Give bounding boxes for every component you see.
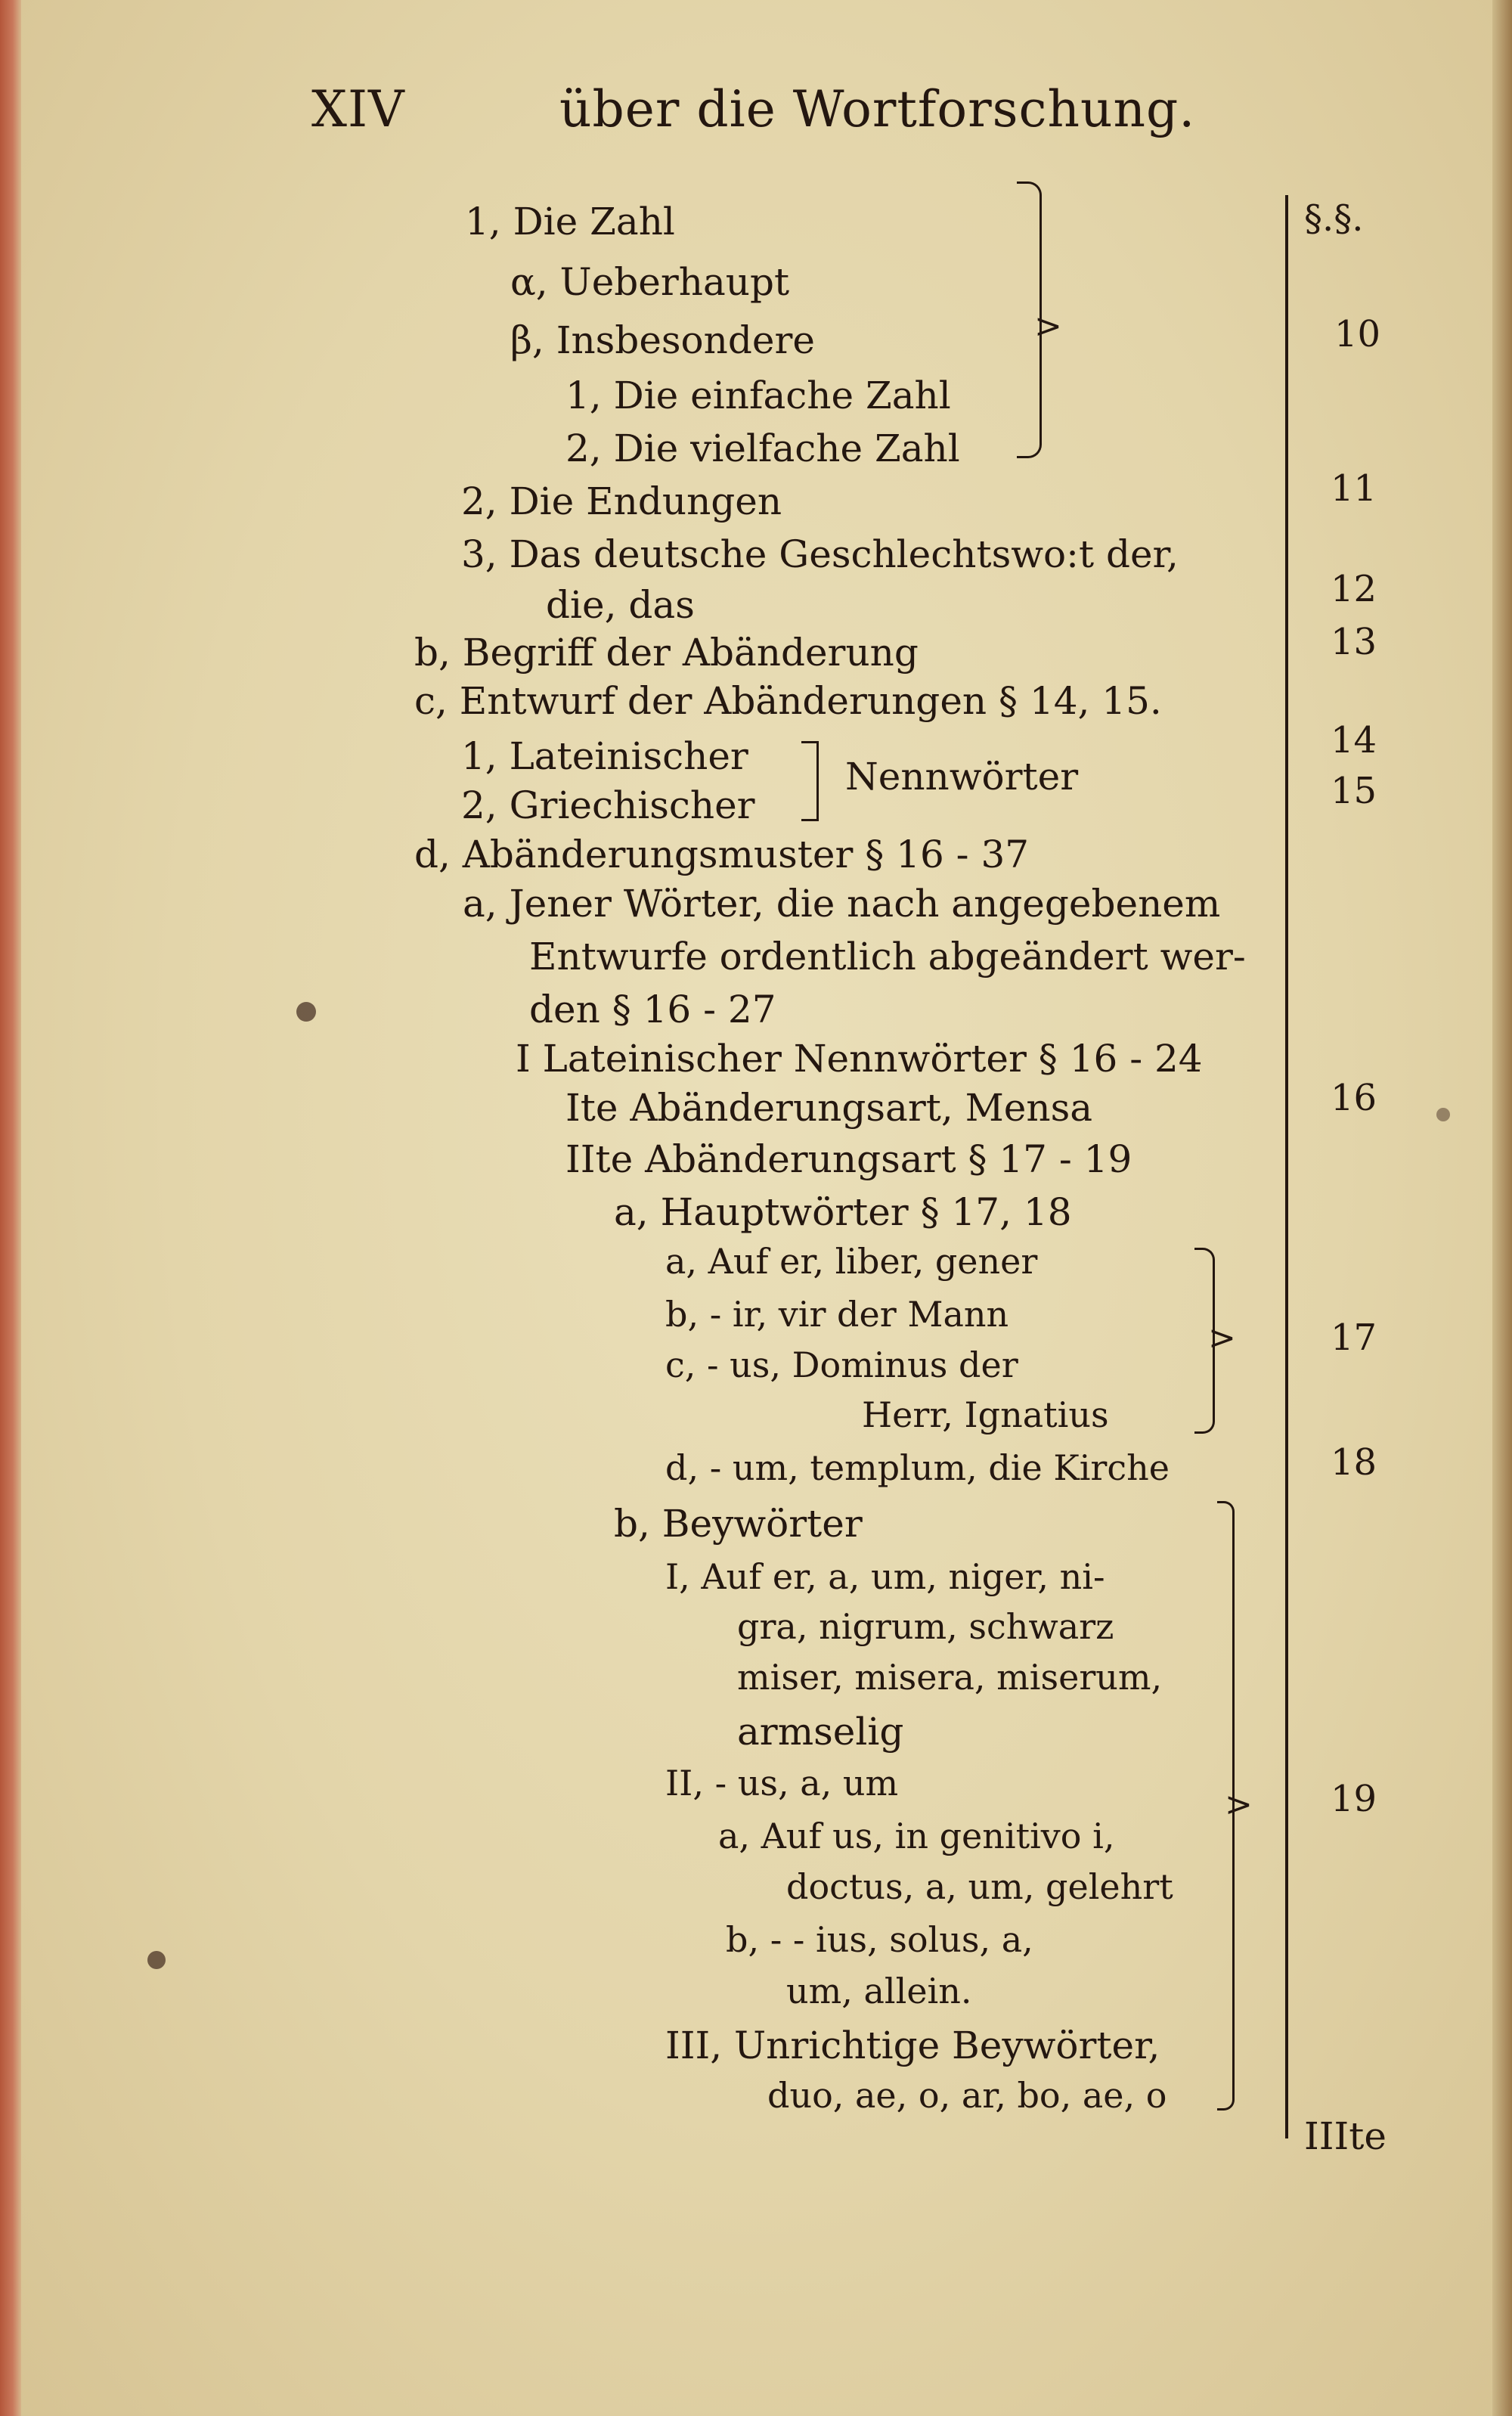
brace-point: > xyxy=(1034,307,1062,346)
outline-line: a, Auf us, in genitivo i, xyxy=(718,1816,1115,1856)
section-number: 17 xyxy=(1331,1317,1377,1359)
ink-spot xyxy=(296,1002,316,1022)
outline-line: Nennwörter xyxy=(845,755,1079,799)
outline-line: b, Beywörter xyxy=(614,1502,863,1546)
page-edge-left xyxy=(0,0,21,2416)
outline-line: armselig xyxy=(737,1710,904,1754)
ink-spot xyxy=(147,1951,166,1969)
outline-line: b, - - ius, solus, a, xyxy=(726,1919,1033,1960)
page-number: XIV xyxy=(311,80,405,138)
column-rule xyxy=(1285,195,1288,2138)
page-edge-right xyxy=(1492,0,1512,2416)
outline-line: d, Abänderungsmuster § 16 - 37 xyxy=(414,833,1030,876)
outline-line: Entwurfe ordentlich abgeändert wer- xyxy=(529,935,1246,978)
brace xyxy=(801,741,819,821)
outline-line: III, Unrichtige Beywörter, xyxy=(665,2024,1160,2067)
outline-line: 2, Die Endungen xyxy=(461,479,782,523)
section-number: 15 xyxy=(1331,770,1377,812)
section-number: 14 xyxy=(1331,719,1377,761)
outline-line: II, - us, a, um xyxy=(665,1763,899,1803)
outline-line: 2, Griechischer xyxy=(461,783,755,827)
outline-line: 1, Die Zahl xyxy=(465,200,675,243)
outline-line: 3, Das deutsche Geschlechtswo:t der, xyxy=(461,532,1179,576)
outline-line: I Lateinischer Nennwörter § 16 - 24 xyxy=(516,1037,1203,1081)
outline-line: b, Begriff der Abänderung xyxy=(414,631,919,675)
outline-line: α, Ueberhaupt xyxy=(510,260,790,304)
outline-line: um, allein. xyxy=(786,1971,972,2011)
section-number: 12 xyxy=(1331,568,1377,610)
running-title: über die Wortforschung. xyxy=(559,80,1196,138)
outline-line: d, - um, templum, die Kirche xyxy=(665,1447,1170,1488)
catchword: IIIte xyxy=(1304,2114,1387,2158)
brace-point: > xyxy=(1208,1319,1236,1357)
ink-spot xyxy=(1436,1108,1450,1121)
outline-line: a, Hauptwörter § 17, 18 xyxy=(614,1190,1072,1234)
outline-line: β, Insbesondere xyxy=(510,318,815,362)
section-number: 16 xyxy=(1331,1077,1377,1119)
outline-line: b, - ir, vir der Mann xyxy=(665,1294,1009,1335)
section-number: 18 xyxy=(1331,1441,1377,1484)
section-number: 13 xyxy=(1331,621,1377,663)
outline-line: die, das xyxy=(546,583,695,627)
outline-line: doctus, a, um, gelehrt xyxy=(786,1866,1173,1907)
outline-line: miser, misera, miserum, xyxy=(737,1657,1163,1698)
outline-line: 1, Lateinischer xyxy=(461,734,748,778)
outline-line: I, Auf er, a, um, niger, ni- xyxy=(665,1556,1105,1597)
brace-point: > xyxy=(1225,1785,1253,1824)
outline-line: c, - us, Dominus der xyxy=(665,1344,1018,1385)
outline-line: duo, ae, o, ar, bo, ae, o xyxy=(767,2075,1167,2116)
outline-line: den § 16 - 27 xyxy=(529,988,776,1031)
section-header: §.§. xyxy=(1304,197,1364,240)
section-number: 11 xyxy=(1331,467,1377,510)
outline-line: 2, Die vielfache Zahl xyxy=(565,426,960,470)
outline-line: IIte Abänderungsart § 17 - 19 xyxy=(565,1137,1132,1181)
section-number: 19 xyxy=(1331,1778,1377,1820)
section-number: 10 xyxy=(1334,313,1381,355)
outline-line: gra, nigrum, schwarz xyxy=(737,1606,1114,1647)
outline-line: 1, Die einfache Zahl xyxy=(565,374,951,417)
outline-line: c, Entwurf der Abänderungen § 14, 15. xyxy=(414,679,1162,723)
outline-line: a, Auf er, liber, gener xyxy=(665,1241,1038,1282)
outline-line: Ite Abänderungsart, Mensa xyxy=(565,1086,1093,1130)
outline-line: a, Jener Wörter, die nach angegebenem xyxy=(463,882,1221,926)
outline-line: Herr, Ignatius xyxy=(862,1394,1109,1435)
